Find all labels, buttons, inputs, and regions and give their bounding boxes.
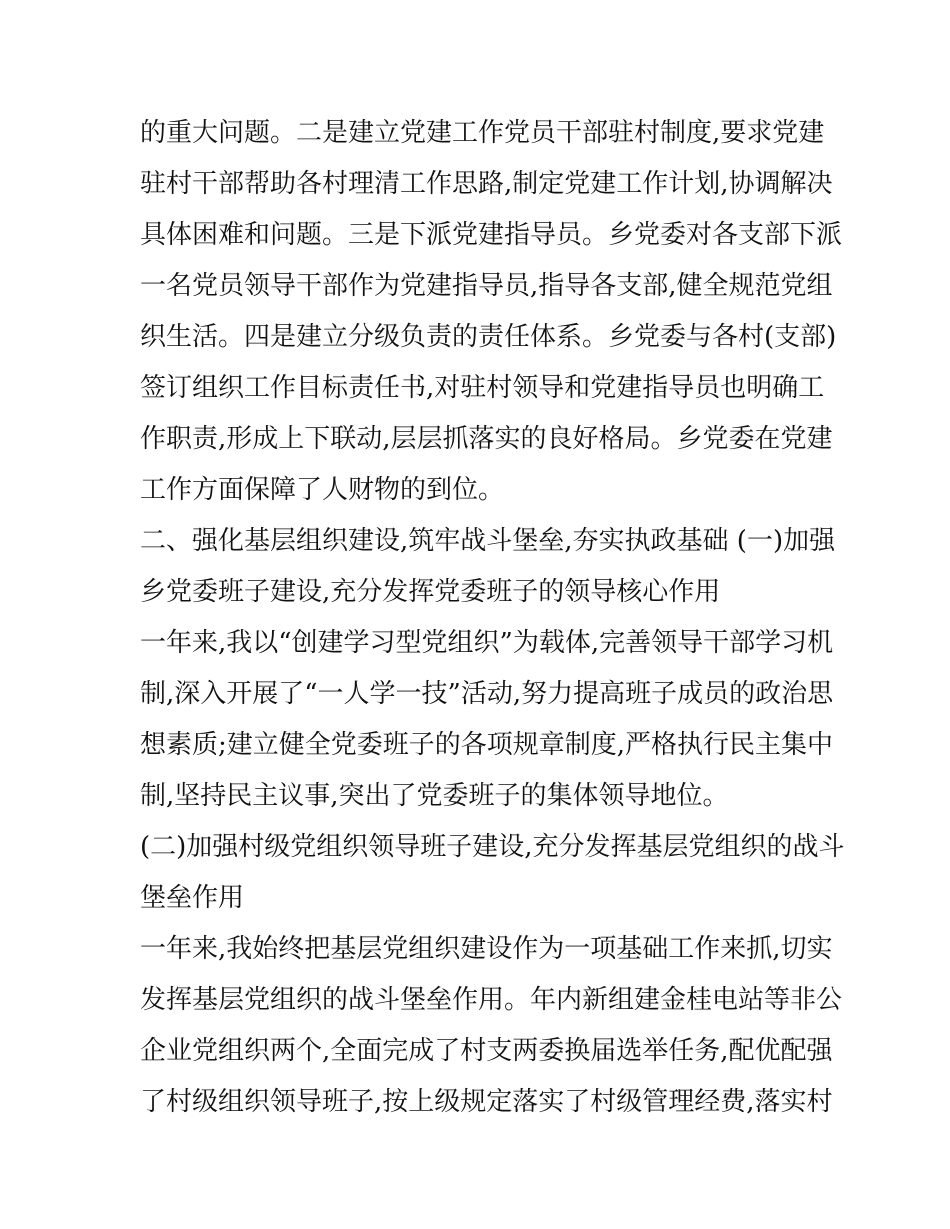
section-heading: 乡党委班子建设,充分发挥党委班子的领导核心作用 <box>140 577 721 607</box>
subsection-heading: (二)加强村级党组织领导班子建设,充分发挥基层党组织的战斗 <box>140 832 845 862</box>
text-line: 发挥基层党组织的战斗堡垒作用。年内新组建金桂电站等非公 <box>140 985 843 1015</box>
text-line: 想素质;建立健全党委班子的各项规章制度,严格执行民主集中 <box>140 730 834 760</box>
text-line: 织生活。四是建立分级负责的责任体系。乡党委与各村(支部) <box>140 322 837 352</box>
text-line: 驻村干部帮助各村理清工作思路,制定党建工作计划,协调解决 <box>140 169 833 199</box>
text-line: 制,坚持民主议事,突出了党委班子的集体领导地位。 <box>140 781 729 811</box>
text-line: 具体困难和问题。三是下派党建指导员。乡党委对各支部下派 <box>140 220 843 250</box>
text-line: 作职责,形成上下联动,层层抓落实的良好格局。乡党委在党建 <box>140 424 833 454</box>
text-line: 一年来,我始终把基层党组织建设作为一项基础工作来抓,切实 <box>140 934 833 964</box>
body-text <box>140 108 845 1128</box>
section-heading: 二、强化基层组织建设,筑牢战斗堡垒,夯实执政基础 (一)加强 <box>140 526 836 556</box>
subsection-heading: 堡垒作用 <box>140 883 245 913</box>
text-line: 工作方面保障了人财物的到位。 <box>140 475 505 505</box>
text-line: 签订组织工作目标责任书,对驻村领导和党建指导员也明确工 <box>140 373 825 403</box>
text-line: 的重大问题。二是建立党建工作党员干部驻村制度,要求党建 <box>140 118 825 148</box>
text-line: 制,深入开展了“一人学一技”活动,努力提高班子成员的政治思 <box>140 679 834 709</box>
text-line: 一年来,我以“创建学习型党组织”为载体,完善领导干部学习机 <box>140 628 834 658</box>
text-line: 一名党员领导干部作为党建指导员,指导各支部,健全规范党组 <box>140 271 833 301</box>
text-line: 企业党组织两个,全面完成了村支两委换届选举任务,配优配强 <box>140 1036 833 1066</box>
text-line: 了村级组织领导班子,按上级规定落实了村级管理经费,落实村 <box>140 1087 833 1117</box>
